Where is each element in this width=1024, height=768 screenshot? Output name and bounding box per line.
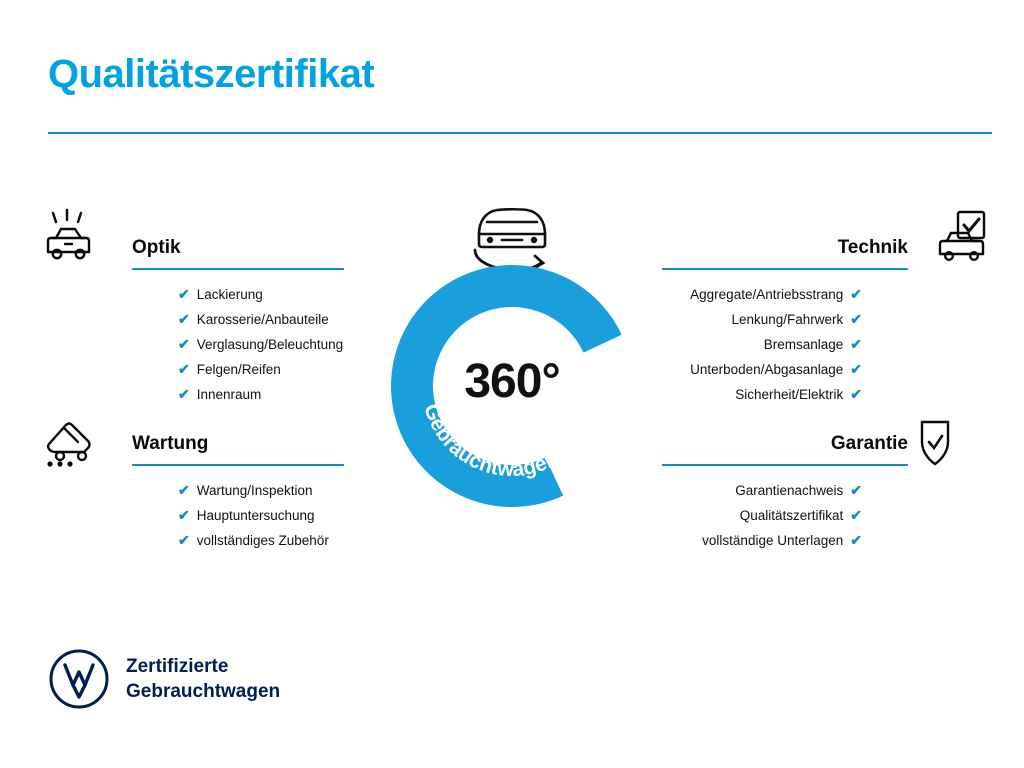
list-item <box>178 382 344 407</box>
section-optik-divider <box>132 268 344 270</box>
check-icon: ✔ <box>178 311 190 327</box>
section-garantie-divider <box>662 464 908 466</box>
list-item-label: Karosserie/Anbauteile <box>196 312 329 327</box>
center-value: 360° <box>464 355 560 408</box>
list-item-label: Unterboden/Abgasanlage <box>690 362 844 377</box>
check-icon: ✔ <box>850 361 862 377</box>
list-item <box>662 332 862 357</box>
section-optik-head <box>48 236 344 270</box>
section-wartung-title: Wartung <box>132 433 209 454</box>
list-item-label: Garantienachweis <box>735 483 844 498</box>
section-technik-items <box>662 282 992 407</box>
check-icon: ✔ <box>178 482 190 498</box>
list-item <box>178 307 344 332</box>
list-item <box>178 282 344 307</box>
list-item <box>662 478 862 503</box>
check-icon: ✔ <box>178 361 190 377</box>
svg-text:Gebrauchtwagen-Check: Gebrauchtwagen-Check <box>419 401 605 482</box>
title-divider <box>48 132 992 134</box>
list-item <box>178 332 344 357</box>
section-wartung-items <box>48 478 344 553</box>
list-item <box>178 357 344 382</box>
section-optik-title: Optik <box>132 237 181 258</box>
check-icon: ✔ <box>850 336 862 352</box>
list-item-label: Aggregate/Antriebsstrang <box>690 287 844 302</box>
center-badge <box>367 196 657 496</box>
list-item-label: Wartung/Inspektion <box>196 483 313 498</box>
list-item <box>662 307 862 332</box>
check-icon: ✔ <box>178 286 190 302</box>
list-item <box>662 357 862 382</box>
section-optik-items <box>48 282 344 407</box>
section-wartung-head <box>48 432 344 466</box>
section-wartung-divider <box>132 464 344 466</box>
check-icon: ✔ <box>178 507 190 523</box>
list-item-label: Sicherheit/Elektrik <box>735 387 844 402</box>
list-item-label: Felgen/Reifen <box>196 362 281 377</box>
section-technik-title: Technik <box>837 237 908 258</box>
check-icon: ✔ <box>178 532 190 548</box>
check-icon: ✔ <box>178 386 190 402</box>
check-icon: ✔ <box>850 507 862 523</box>
footer-text <box>126 654 280 704</box>
section-technik-head <box>662 236 992 270</box>
list-item <box>178 478 344 503</box>
list-item-label: Verglasung/Beleuchtung <box>196 337 344 352</box>
section-technik <box>662 236 992 407</box>
check-icon: ✔ <box>850 532 862 548</box>
check-icon: ✔ <box>850 311 862 327</box>
check-icon: ✔ <box>178 336 190 352</box>
section-garantie <box>662 432 992 553</box>
list-item-label: Lackierung <box>196 287 263 302</box>
list-item <box>662 528 862 553</box>
list-item-label: Bremsanlage <box>763 337 844 352</box>
section-wartung <box>48 432 344 553</box>
footer-line-1: Zertifizierte <box>126 656 229 677</box>
page-title: Qualitätszertifikat <box>48 52 375 96</box>
list-item <box>662 282 862 307</box>
list-item <box>662 382 862 407</box>
list-item-label: Hauptuntersuchung <box>196 508 315 523</box>
section-technik-divider <box>662 268 908 270</box>
check-icon: ✔ <box>850 286 862 302</box>
list-item <box>178 503 344 528</box>
check-icon: ✔ <box>850 386 862 402</box>
list-item-label: Innenraum <box>196 387 262 402</box>
list-item-label: vollständiges Zubehör <box>196 533 329 548</box>
section-optik <box>48 236 344 407</box>
footer-line-2: Gebrauchtwagen <box>126 681 281 702</box>
list-item-label: Lenkung/Fahrwerk <box>731 312 844 327</box>
list-item-label: Qualitätszertifikat <box>739 508 844 523</box>
check-icon: ✔ <box>850 482 862 498</box>
footer-brand <box>48 648 280 710</box>
section-garantie-head <box>662 432 992 466</box>
section-garantie-items <box>662 478 992 553</box>
list-item-label: vollständige Unterlagen <box>702 533 844 548</box>
list-item <box>662 503 862 528</box>
list-item <box>178 528 344 553</box>
section-garantie-title: Garantie <box>830 433 908 454</box>
vw-logo <box>48 648 110 710</box>
